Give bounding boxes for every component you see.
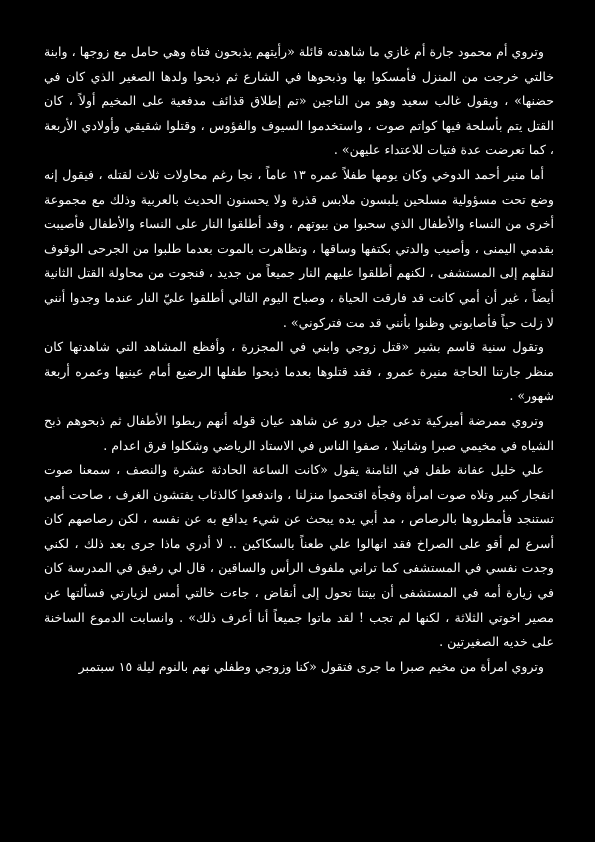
- paragraph-nurse-testimony: وتروي ممرضة أميركية تدعى جيل درو عن شاهد عيان قوله أنهم ربطوا الأطفال ثم ذبحوهم ذبح الشياه في مخيمي صبرا وشاتيلا ، صفوا الناس في الاستاد الرياضي وشكلوا فرق اعدام .: [44, 412, 554, 453]
- document-page: [44, 40, 554, 679]
- paragraph-saniya-testimony: وتقول سنية قاسم بشير «قتل زوجي وابني في المجزرة ، وأفظع المشاهد التي شاهدتها كان منظر جارتنا الحاجة منيرة عمرو ، فقد قتلوها بعدما ذبحوا طفلها الرضيع أمام عينيها وعمره أربعة شهور» .: [44, 339, 554, 404]
- paragraph-um-mahmoud-testimony: وتروي أم محمود جارة أم غازي ما شاهدته قائلة «رأيتهم يذبحون فتاة وهي حامل مع زوجها ، وابنة خالتي خرجت من المنزل فأمسكوا بها وذبحوها في الشارع ثم ذبحوا ولدها الصغير الذي كان في حضنها» ، ويقول غالب سعيد وهو من الناجين «تم إطلاق قذائف مدفعية على المخيم أولاً ، كان القتل يتم بأسلحة فيها كواتم صوت ، واستخدموا السيوف والفؤوس ، وقتلوا شقيقي وأولادي الأربعة ، كما تعرضت عدة فتيات للاعتداء عليهن» .: [44, 44, 554, 158]
- paragraph-sabra-woman-testimony: وتروي امرأة من مخيم صبرا ما جرى فتقول «كنا وزوجي وطفلي نهم بالنوم ليلة ١٥ سبتمبر: [78, 658, 544, 674]
- paragraph-munir-testimony: أما منير أحمد الدوخي وكان يومها طفلاً عمره ١٣ عاماً ، نجا رغم محاولات ثلاث لقتله ، فيقول إنه وضع تحت مسؤولية مسلحين يلبسون ملابس قذرة ولا يحسنون الحديث بالعربية وذلك مع مجموعة أخرى من النساء والأطفال الذي سحبوا من بيوتهم ، وقد أطلقوا النار على النساء والأطفال فأصيبت بقدمي اليمنى ، وأصيب والدتي بكتفها وساقها ، وتظاهرت بالموت بعدما طلبوا من الجرحى الوقوف لنقلهم إلى المستشفى ، لكنهم أطلقوا عليهم النار جميعاً من جديد ، فنجوت من محاولة القتل الثانية أيضاً ، غير أن أمي كانت قد فارقت الحياة ، وصباح اليوم التالي أطلقوا عليّ النار عندما وجدوا أنني لا زلت حياً فأصابوني وظنوا بأنني قد مت فتركوني» .: [44, 166, 554, 330]
- paragraph-ali-testimony: علي خليل عفانة طفل في الثامنة يقول «كانت الساعة الحادثة عشرة والنصف ، سمعنا صوت انفجار كبير وتلاه صوت امرأة وفجأة اقتحموا منزلنا ، واندفعوا كالذئاب يفتشون الغرف ، صاحت أمي تستنجد فأمطروها بالرصاص ، مد أبي يده يبحث عن شيء يدافع به عن نفسه ، لكن رصاصهم كان أسرع لم أقو على الصراخ فقد انهالوا علي طعناً بالسكاكين .. لا أدري ماذا جرى بعد ذلك ، لكني وجدت نفسي في المستشفى كما تراني ملفوف الرأس والساقين ، قال لي رفيق في المدرسة كان في زيارة أمه في المستشفى أن بيتنا تحول إلى أنقاض ، جاءت خالتي أمس لزيارتي فسألتها عن مصير اخوتي الثلاثة ، لكنها لم تجب ! لقد ماتوا جميعاً أنا أعرف ذلك» . وانسابت الدموع الساخنة على خديه الصغيرتين .: [44, 462, 554, 650]
